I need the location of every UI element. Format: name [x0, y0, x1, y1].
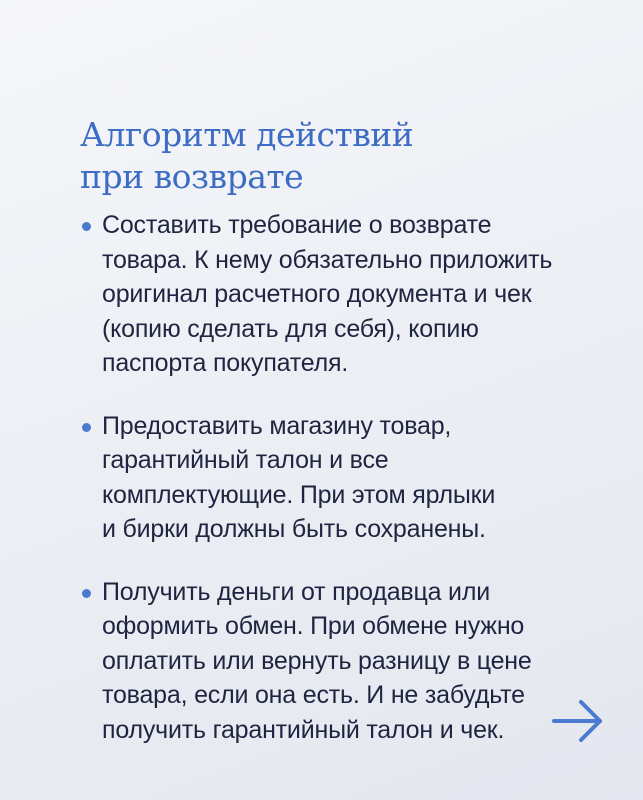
list-item-line: Предоставить магазину товар, [102, 411, 452, 440]
list-item-line: комплектующие. При этом ярлыки [102, 480, 496, 509]
list-item-line: товара, если она есть. И не забудьте [102, 681, 525, 709]
list-item-line: и бирки должны быть сохранены. [102, 515, 486, 543]
list-item-line: оригинал расчетного документа и чек [102, 280, 532, 308]
list-item-line: (копию сделать для себя), копию [102, 314, 479, 343]
bullet-dot-icon [82, 589, 91, 598]
list-item [80, 575, 625, 748]
steps-list [80, 208, 625, 775]
title-line-1: Алгоритм действий [80, 115, 414, 154]
title-line-2: при возврате [80, 157, 304, 196]
list-item-line: гарантийный талон и все [102, 446, 389, 474]
list-item-line: Получить деньги от продавца или [102, 577, 490, 606]
list-item-line: получить гарантийный талон и чек. [102, 715, 505, 744]
list-item [80, 208, 625, 381]
list-item-line: оплатить или вернуть разницу в цене [102, 646, 532, 675]
bullet-dot-icon [82, 222, 91, 231]
list-item-line: товара. К нему обязательно приложить [102, 245, 553, 274]
list-item-line: Составить требование о возврате [102, 211, 492, 239]
page-title [80, 114, 413, 198]
arrow-right-icon[interactable] [551, 698, 605, 744]
bullet-dot-icon [82, 423, 91, 432]
list-item-line: паспорта покупателя. [102, 349, 349, 377]
list-item-line: оформить обмен. При обмене нужно [102, 612, 525, 640]
list-item [80, 409, 625, 547]
